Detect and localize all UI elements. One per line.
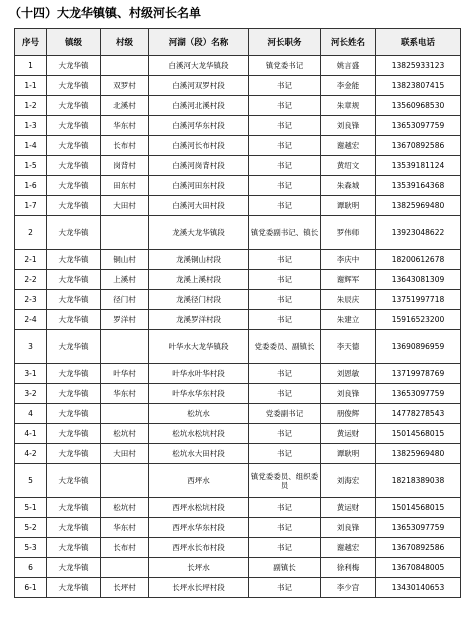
village-cell <box>101 216 149 250</box>
village-cell: 华东村 <box>101 384 149 404</box>
village-cell <box>101 56 149 76</box>
chief-name-cell: 刘良锋 <box>321 518 376 538</box>
town-cell: 大龙华镇 <box>47 364 101 384</box>
index-cell: 5 <box>15 464 47 498</box>
index-cell: 4-1 <box>15 424 47 444</box>
village-cell: 双罗村 <box>101 76 149 96</box>
phone-cell: 13643081309 <box>376 270 461 290</box>
river-section-cell: 白溪河华东村段 <box>149 116 249 136</box>
index-cell: 1-5 <box>15 156 47 176</box>
index-cell: 1-2 <box>15 96 47 116</box>
phone-cell: 13825969480 <box>376 444 461 464</box>
town-cell: 大龙华镇 <box>47 464 101 498</box>
position-cell: 书记 <box>249 250 321 270</box>
index-cell: 6 <box>15 558 47 578</box>
position-cell: 书记 <box>249 310 321 330</box>
position-cell: 副镇长 <box>249 558 321 578</box>
position-cell: 书记 <box>249 290 321 310</box>
town-cell: 大龙华镇 <box>47 250 101 270</box>
chief-name-cell: 李少宫 <box>321 578 376 598</box>
river-section-cell: 西坪水松坑村段 <box>149 498 249 518</box>
position-cell: 书记 <box>249 156 321 176</box>
chief-name-cell: 罗伟师 <box>321 216 376 250</box>
village-cell: 铜山村 <box>101 250 149 270</box>
village-cell: 长布村 <box>101 136 149 156</box>
town-cell: 大龙华镇 <box>47 424 101 444</box>
town-cell: 大龙华镇 <box>47 76 101 96</box>
river-section-cell: 龙溪铜山村段 <box>149 250 249 270</box>
position-cell: 书记 <box>249 384 321 404</box>
header-cell-name: 河长姓名 <box>321 29 376 56</box>
index-cell: 1-6 <box>15 176 47 196</box>
table-row <box>15 216 461 250</box>
table-row <box>15 56 461 76</box>
town-cell: 大龙华镇 <box>47 216 101 250</box>
river-section-cell: 白溪河岗背村段 <box>149 156 249 176</box>
index-cell: 5-3 <box>15 538 47 558</box>
phone-cell: 13825933123 <box>376 56 461 76</box>
table-row <box>15 444 461 464</box>
position-cell: 党委委员、副镇长 <box>249 330 321 364</box>
index-cell: 4-2 <box>15 444 47 464</box>
chief-name-cell: 徐利梅 <box>321 558 376 578</box>
town-cell: 大龙华镇 <box>47 538 101 558</box>
index-cell: 2-4 <box>15 310 47 330</box>
river-section-cell: 松坑水松坑村段 <box>149 424 249 444</box>
village-cell: 华东村 <box>101 518 149 538</box>
position-cell: 镇党委委员、组织委员 <box>249 464 321 498</box>
phone-cell: 13690896959 <box>376 330 461 364</box>
index-cell: 3 <box>15 330 47 364</box>
chief-name-cell: 姚言盛 <box>321 56 376 76</box>
position-cell: 书记 <box>249 176 321 196</box>
chief-name-cell: 刘良锋 <box>321 116 376 136</box>
index-cell: 5-2 <box>15 518 47 538</box>
river-section-cell: 龙溪径门村段 <box>149 290 249 310</box>
river-section-cell: 白溪河大龙华镇段 <box>149 56 249 76</box>
chief-name-cell: 朱森城 <box>321 176 376 196</box>
position-cell: 书记 <box>249 444 321 464</box>
river-section-cell: 长坪水 <box>149 558 249 578</box>
index-cell: 2 <box>15 216 47 250</box>
village-cell: 大田村 <box>101 444 149 464</box>
town-cell: 大龙华镇 <box>47 310 101 330</box>
phone-cell: 13560968530 <box>376 96 461 116</box>
table-header-row <box>15 29 461 56</box>
river-section-cell: 龙溪罗洋村段 <box>149 310 249 330</box>
chief-name-cell: 刘海宏 <box>321 464 376 498</box>
chief-name-cell: 刘恩敏 <box>321 364 376 384</box>
phone-cell: 13539164368 <box>376 176 461 196</box>
village-cell: 罗洋村 <box>101 310 149 330</box>
village-cell: 上溪村 <box>101 270 149 290</box>
chief-name-cell: 朋俊辉 <box>321 404 376 424</box>
village-cell <box>101 464 149 498</box>
table-row <box>15 270 461 290</box>
position-cell: 书记 <box>249 96 321 116</box>
page-title: （十四）大龙华镇镇、村级河长名单 <box>9 6 202 20</box>
index-cell: 1 <box>15 56 47 76</box>
position-cell: 党委副书记 <box>249 404 321 424</box>
index-cell: 1-3 <box>15 116 47 136</box>
table-row <box>15 384 461 404</box>
table-row <box>15 464 461 498</box>
river-section-cell: 白溪河北溪村段 <box>149 96 249 116</box>
index-cell: 2-3 <box>15 290 47 310</box>
position-cell: 书记 <box>249 518 321 538</box>
river-chief-table <box>14 28 461 598</box>
river-section-cell: 白溪河双罗村段 <box>149 76 249 96</box>
chief-name-cell: 李庆中 <box>321 250 376 270</box>
chief-name-cell: 谢辉军 <box>321 270 376 290</box>
table-row <box>15 136 461 156</box>
river-section-cell: 叶华水华东村段 <box>149 384 249 404</box>
table-row <box>15 424 461 444</box>
chief-name-cell: 谭耿明 <box>321 444 376 464</box>
phone-cell: 13670892586 <box>376 538 461 558</box>
table-row <box>15 558 461 578</box>
river-section-cell: 松坑水大田村段 <box>149 444 249 464</box>
village-cell: 叶华村 <box>101 364 149 384</box>
table-row <box>15 578 461 598</box>
position-cell: 书记 <box>249 578 321 598</box>
phone-cell: 13653097759 <box>376 384 461 404</box>
table-row <box>15 156 461 176</box>
village-cell <box>101 558 149 578</box>
chief-name-cell: 朱建立 <box>321 310 376 330</box>
river-section-cell: 白溪河田东村段 <box>149 176 249 196</box>
table-row <box>15 364 461 384</box>
phone-cell: 13653097759 <box>376 518 461 538</box>
town-cell: 大龙华镇 <box>47 404 101 424</box>
town-cell: 大龙华镇 <box>47 498 101 518</box>
phone-cell: 13923048622 <box>376 216 461 250</box>
table-row <box>15 196 461 216</box>
town-cell: 大龙华镇 <box>47 270 101 290</box>
phone-cell: 13825969480 <box>376 196 461 216</box>
phone-cell: 13670848005 <box>376 558 461 578</box>
header-cell-index: 序号 <box>15 29 47 56</box>
village-cell: 岗背村 <box>101 156 149 176</box>
position-cell: 书记 <box>249 424 321 444</box>
phone-cell: 13539181124 <box>376 156 461 176</box>
town-cell: 大龙华镇 <box>47 196 101 216</box>
index-cell: 1-1 <box>15 76 47 96</box>
index-cell: 5-1 <box>15 498 47 518</box>
village-cell: 大田村 <box>101 196 149 216</box>
village-cell: 径门村 <box>101 290 149 310</box>
index-cell: 3-2 <box>15 384 47 404</box>
index-cell: 2-1 <box>15 250 47 270</box>
phone-cell: 13719978769 <box>376 364 461 384</box>
position-cell: 书记 <box>249 196 321 216</box>
position-cell: 书记 <box>249 116 321 136</box>
village-cell: 北溪村 <box>101 96 149 116</box>
header-cell-position: 河长职务 <box>249 29 321 56</box>
town-cell: 大龙华镇 <box>47 176 101 196</box>
phone-cell: 13670892586 <box>376 136 461 156</box>
chief-name-cell: 谢越宏 <box>321 538 376 558</box>
town-cell: 大龙华镇 <box>47 578 101 598</box>
position-cell: 书记 <box>249 538 321 558</box>
phone-cell: 13751997718 <box>376 290 461 310</box>
river-section-cell: 龙溪上溪村段 <box>149 270 249 290</box>
phone-cell: 14778278543 <box>376 404 461 424</box>
chief-name-cell: 朱辰庆 <box>321 290 376 310</box>
river-section-cell: 白溪河长布村段 <box>149 136 249 156</box>
table-row <box>15 330 461 364</box>
village-cell <box>101 330 149 364</box>
index-cell: 1-4 <box>15 136 47 156</box>
table-row <box>15 290 461 310</box>
table-row <box>15 498 461 518</box>
chief-name-cell: 黄运财 <box>321 498 376 518</box>
town-cell: 大龙华镇 <box>47 96 101 116</box>
index-cell: 2-2 <box>15 270 47 290</box>
chief-name-cell: 黄运财 <box>321 424 376 444</box>
index-cell: 4 <box>15 404 47 424</box>
village-cell: 长布村 <box>101 538 149 558</box>
table-row <box>15 96 461 116</box>
header-cell-town: 镇级 <box>47 29 101 56</box>
village-cell: 松坑村 <box>101 424 149 444</box>
chief-name-cell: 刘良锋 <box>321 384 376 404</box>
phone-cell: 18200612678 <box>376 250 461 270</box>
position-cell: 书记 <box>249 498 321 518</box>
position-cell: 书记 <box>249 270 321 290</box>
index-cell: 1-7 <box>15 196 47 216</box>
town-cell: 大龙华镇 <box>47 136 101 156</box>
position-cell: 书记 <box>249 136 321 156</box>
table-row <box>15 404 461 424</box>
phone-cell: 13823807415 <box>376 76 461 96</box>
river-section-cell: 叶华水叶华村段 <box>149 364 249 384</box>
position-cell: 书记 <box>249 364 321 384</box>
town-cell: 大龙华镇 <box>47 156 101 176</box>
town-cell: 大龙华镇 <box>47 116 101 136</box>
town-cell: 大龙华镇 <box>47 290 101 310</box>
table-row <box>15 250 461 270</box>
river-section-cell: 白溪河大田村段 <box>149 196 249 216</box>
river-section-cell: 西坪水 <box>149 464 249 498</box>
header-cell-river-section: 河湖（段）名称 <box>149 29 249 56</box>
river-section-cell: 长坪水长坪村段 <box>149 578 249 598</box>
table-row <box>15 538 461 558</box>
chief-name-cell: 谭耿明 <box>321 196 376 216</box>
river-section-cell: 西坪水长布村段 <box>149 538 249 558</box>
phone-cell: 15916523200 <box>376 310 461 330</box>
table-row <box>15 76 461 96</box>
chief-name-cell: 朱章规 <box>321 96 376 116</box>
river-section-cell: 西坪水华东村段 <box>149 518 249 538</box>
table-row <box>15 518 461 538</box>
village-cell: 田东村 <box>101 176 149 196</box>
phone-cell: 15014568015 <box>376 498 461 518</box>
town-cell: 大龙华镇 <box>47 444 101 464</box>
chief-name-cell: 黄绍文 <box>321 156 376 176</box>
phone-cell: 13653097759 <box>376 116 461 136</box>
phone-cell: 15014568015 <box>376 424 461 444</box>
village-cell: 松坑村 <box>101 498 149 518</box>
index-cell: 3-1 <box>15 364 47 384</box>
chief-name-cell: 李金能 <box>321 76 376 96</box>
town-cell: 大龙华镇 <box>47 56 101 76</box>
village-cell <box>101 404 149 424</box>
chief-name-cell: 谢越宏 <box>321 136 376 156</box>
town-cell: 大龙华镇 <box>47 330 101 364</box>
position-cell: 书记 <box>249 76 321 96</box>
river-section-cell: 松坑水 <box>149 404 249 424</box>
town-cell: 大龙华镇 <box>47 384 101 404</box>
position-cell: 镇党委书记 <box>249 56 321 76</box>
village-cell: 长坪村 <box>101 578 149 598</box>
header-cell-phone: 联系电话 <box>376 29 461 56</box>
position-cell: 镇党委副书记、镇长 <box>249 216 321 250</box>
table-body <box>15 56 461 598</box>
phone-cell: 13430140653 <box>376 578 461 598</box>
phone-cell: 18218389038 <box>376 464 461 498</box>
table-row <box>15 310 461 330</box>
index-cell: 6-1 <box>15 578 47 598</box>
chief-name-cell: 李天德 <box>321 330 376 364</box>
town-cell: 大龙华镇 <box>47 518 101 538</box>
river-section-cell: 龙溪大龙华镇段 <box>149 216 249 250</box>
table-row <box>15 116 461 136</box>
town-cell: 大龙华镇 <box>47 558 101 578</box>
village-cell: 华东村 <box>101 116 149 136</box>
river-section-cell: 叶华水大龙华镇段 <box>149 330 249 364</box>
header-cell-village: 村级 <box>101 29 149 56</box>
table-row <box>15 176 461 196</box>
